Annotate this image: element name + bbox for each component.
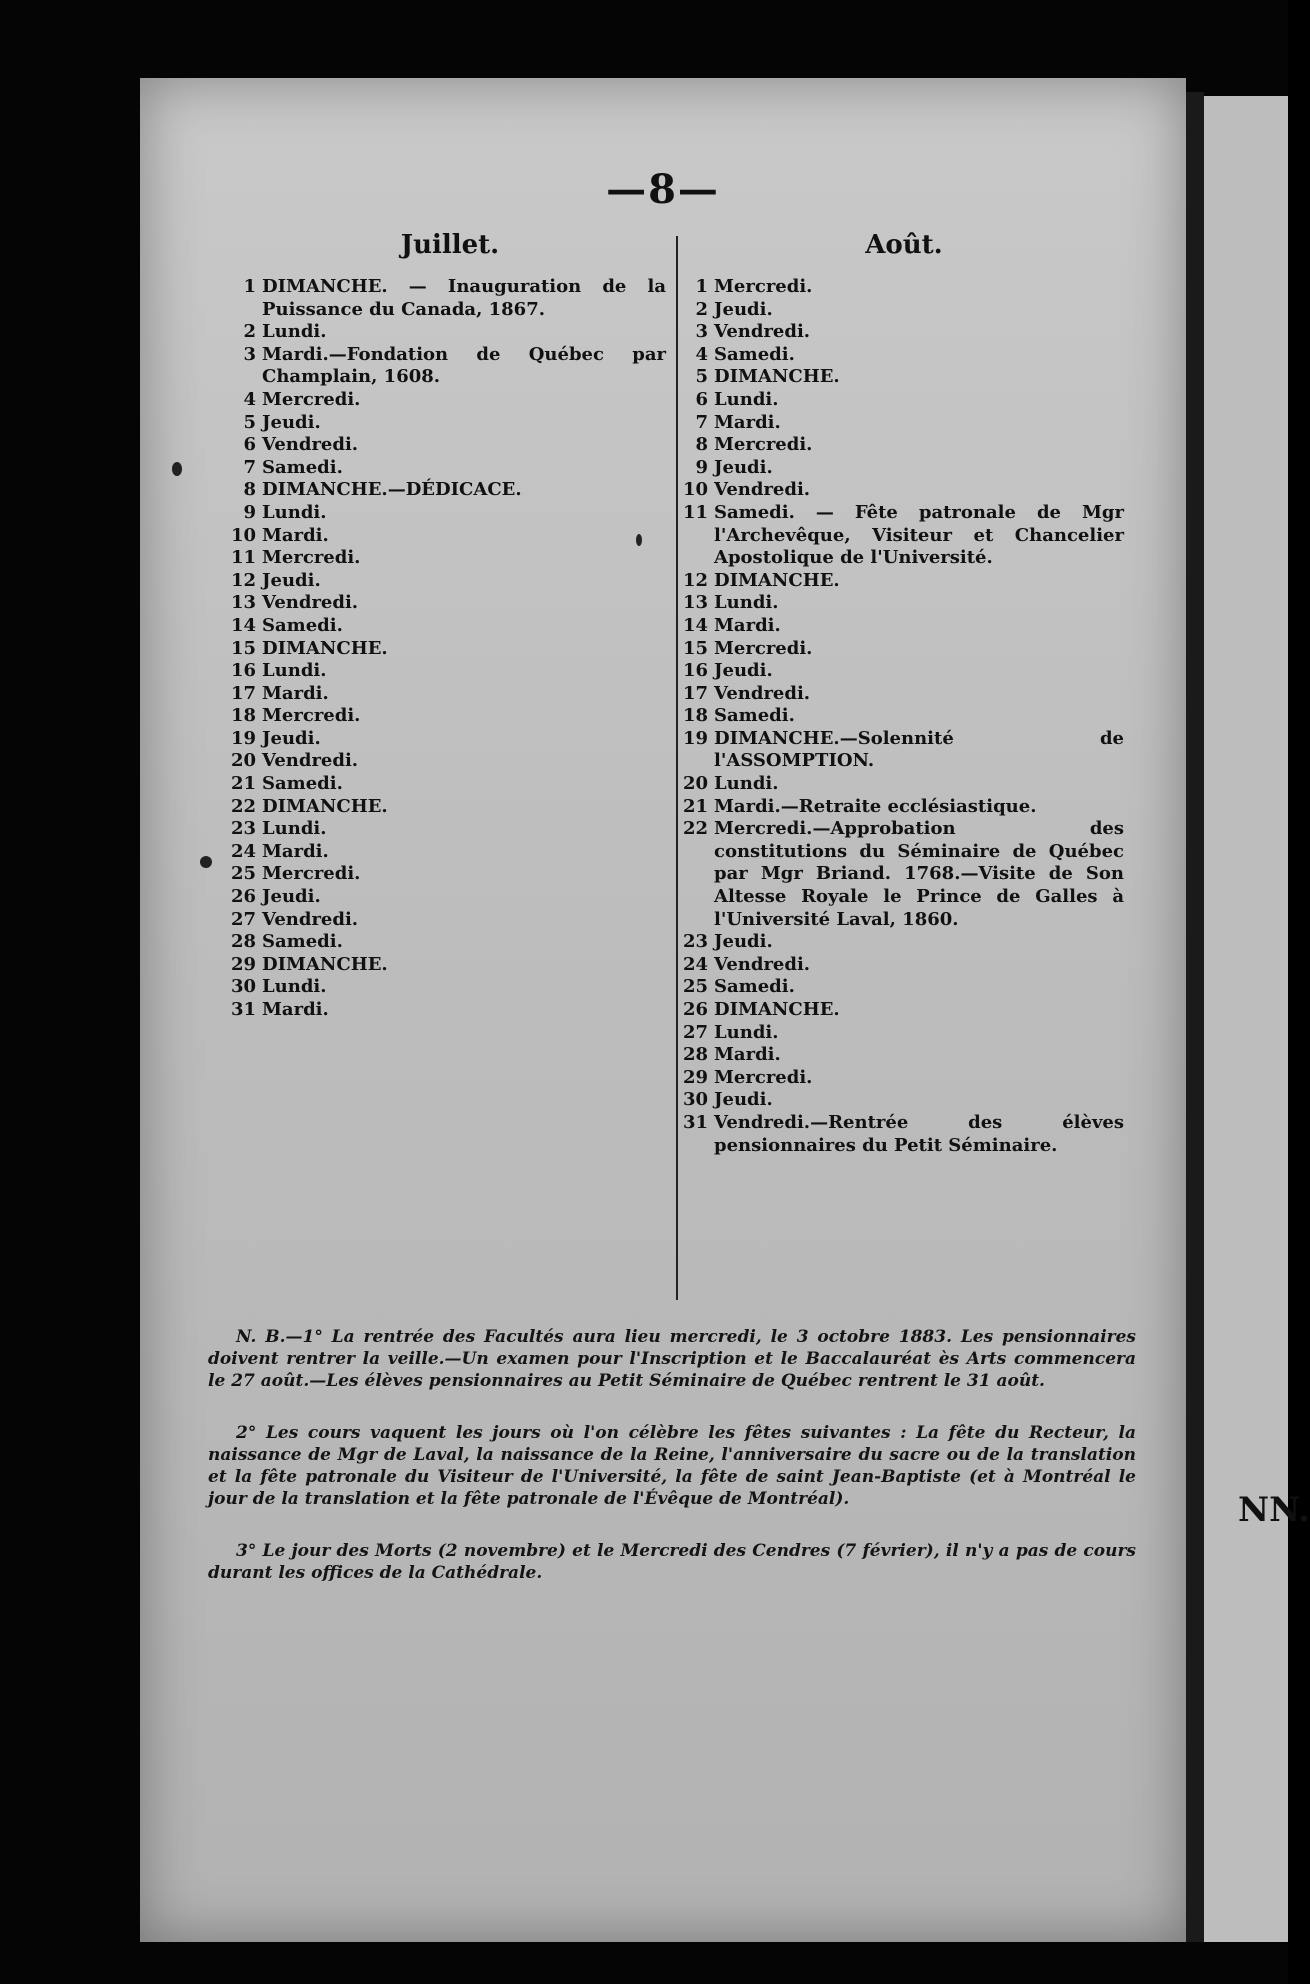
july-day-entry: [230, 434, 666, 457]
day-text: Vendredi.: [714, 953, 811, 975]
day-number: 16: [230, 660, 256, 682]
book-gutter: [1186, 92, 1204, 1942]
august-day-entry: [682, 434, 1124, 457]
day-text: Lundi.: [714, 1021, 779, 1043]
august-day-entry: [682, 931, 1124, 954]
day-text: Mercredi.: [262, 388, 361, 410]
day-text: Vendredi.: [262, 434, 359, 456]
day-text: Lundi.: [262, 818, 327, 840]
day-number: 27: [230, 908, 256, 930]
day-text: DIMANCHE. — Inauguration de la Puissance du Canada, 1867.: [262, 276, 666, 320]
book-page: [140, 78, 1186, 1942]
day-number: 13: [230, 592, 256, 614]
day-text: Lundi.: [714, 592, 779, 614]
day-text: DIMANCHE.: [714, 569, 840, 591]
august-day-entry: [682, 683, 1124, 706]
day-text: Samedi.: [714, 976, 795, 998]
july-day-entry: [230, 321, 666, 344]
july-day-entry: [230, 705, 666, 728]
july-day-entry: [230, 841, 666, 864]
august-day-entry: [682, 502, 1124, 570]
facing-page-text-fragment: NN.: [1238, 1490, 1310, 1530]
day-number: 11: [230, 547, 256, 569]
day-text: Samedi.: [714, 343, 795, 365]
day-number: 16: [682, 660, 708, 682]
day-text: Jeudi.: [262, 727, 321, 749]
august-day-entry: [682, 592, 1124, 615]
day-number: 19: [682, 727, 708, 749]
day-number: 31: [682, 1111, 708, 1133]
august-day-entry: [682, 660, 1124, 683]
day-text: Jeudi.: [262, 886, 321, 908]
day-text: Lundi.: [262, 321, 327, 343]
note-1: N. B.—1° La rentrée des Facultés aura lieu mercredi, le 3 octobre 1883. Les pensionnaires doivent rentrer la veille.—Un examen pour l'Inscription et le Baccalauréat ès Arts commencera le 27 août.—Les élèves pensionnaires au Petit Séminaire de Québec rentrent le 31 août.: [208, 1327, 1136, 1391]
day-text: DIMANCHE.: [262, 795, 388, 817]
day-number: 17: [230, 682, 256, 704]
day-text: Jeudi.: [714, 456, 773, 478]
day-number: 31: [230, 999, 256, 1020]
august-day-entry: [682, 818, 1124, 931]
august-day-entry: [682, 412, 1124, 435]
august-day-entry: [682, 570, 1124, 593]
july-day-entry: [230, 886, 666, 909]
day-number: 6: [243, 434, 256, 456]
day-text: Jeudi.: [714, 298, 773, 320]
july-day-entry: [230, 728, 666, 751]
note-2: 2° Les cours vaquent les jours où l'on célèbre les fêtes suivantes : La fête du Recteur, la naissance de Mgr de Laval, la naissance de la Reine, l'anniversaire du sacre ou de la translation et la fête patronale du Visiteur de l'Université, la fête de saint Jean-Baptiste (et à Montréal le jour de la translation et la fête patronale de l'Évêque de Montréal).: [208, 1423, 1136, 1509]
august-day-entry: [682, 389, 1124, 412]
day-text: Lundi.: [262, 660, 327, 682]
july-day-entry: [230, 999, 666, 1022]
day-number: 15: [230, 637, 256, 659]
ink-speck: [200, 856, 212, 868]
day-text: Mercredi.: [714, 1066, 813, 1088]
day-number: 21: [230, 773, 256, 795]
day-number: 13: [682, 592, 708, 614]
day-text: Samedi.: [262, 931, 343, 953]
note-3: 3° Le jour des Morts (2 novembre) et le Mercredi des Cendres (7 février), il n'y a pas de cours durant les offices de la Cathédrale.: [208, 1541, 1136, 1583]
day-number: 28: [682, 1044, 708, 1066]
day-number: 3: [243, 343, 256, 365]
day-number: 8: [243, 479, 256, 501]
july-day-entry: [230, 344, 666, 389]
day-text: Samedi.: [714, 705, 795, 727]
july-day-entry: [230, 773, 666, 796]
day-text: Mercredi.: [262, 863, 361, 885]
day-text: Samedi.: [262, 614, 343, 636]
day-text: Mardi.: [262, 999, 329, 1020]
day-text: DIMANCHE.: [714, 999, 840, 1020]
day-number: 15: [682, 637, 708, 659]
day-text: Vendredi.: [714, 479, 811, 501]
day-number: 5: [695, 366, 708, 388]
ink-speck: [636, 534, 642, 546]
day-text: Samedi.: [262, 773, 343, 795]
july-day-entry: [230, 931, 666, 954]
july-day-entry: [230, 863, 666, 886]
august-day-entry: [682, 705, 1124, 728]
august-day-entry: [682, 1089, 1124, 1112]
day-number: 22: [230, 795, 256, 817]
august-day-entry: [682, 1067, 1124, 1090]
august-day-entry: [682, 954, 1124, 977]
day-text: Jeudi.: [714, 931, 773, 953]
day-text: Mardi.—Retraite ecclésiastique.: [714, 795, 1037, 817]
day-number: 2: [695, 298, 708, 320]
august-day-entry: [682, 321, 1124, 344]
august-day-entry: [682, 615, 1124, 638]
day-number: 4: [695, 343, 708, 365]
day-number: 22: [682, 818, 708, 840]
day-number: 30: [230, 976, 256, 998]
day-number: 10: [230, 524, 256, 546]
day-text: Lundi.: [714, 388, 779, 410]
day-number: 14: [230, 614, 256, 636]
day-number: 20: [682, 773, 708, 795]
day-text: Mardi.: [262, 682, 329, 704]
day-text: Lundi.: [262, 501, 327, 523]
august-day-entry: [682, 773, 1124, 796]
day-number: 26: [230, 886, 256, 908]
august-day-entry: [682, 457, 1124, 480]
day-text: Mardi.: [714, 614, 781, 636]
august-day-entry: [682, 796, 1124, 819]
july-day-entry: [230, 909, 666, 932]
july-day-entry: [230, 525, 666, 548]
day-text: Samedi.: [262, 456, 343, 478]
day-number: 7: [695, 411, 708, 433]
day-number: 23: [230, 818, 256, 840]
july-day-entry: [230, 479, 666, 502]
day-number: 23: [682, 931, 708, 953]
july-day-entry: [230, 570, 666, 593]
day-number: 30: [682, 1089, 708, 1111]
day-text: Mardi.: [262, 524, 329, 546]
day-text: DIMANCHE.: [714, 366, 840, 388]
july-day-entry: [230, 389, 666, 412]
day-text: Lundi.: [262, 976, 327, 998]
july-day-entry: [230, 457, 666, 480]
august-day-entry: [682, 344, 1124, 367]
july-day-entry: [230, 818, 666, 841]
day-text: Vendredi.: [714, 682, 811, 704]
day-text: Jeudi.: [262, 411, 321, 433]
day-number: 25: [230, 863, 256, 885]
august-day-entry: [682, 976, 1124, 999]
column-divider: [676, 236, 678, 1300]
facing-page-edge: [1204, 96, 1288, 1942]
day-number: 9: [695, 456, 708, 478]
july-day-entry: [230, 976, 666, 999]
day-number: 28: [230, 931, 256, 953]
notes-section: [208, 1326, 1136, 1614]
day-number: 12: [682, 569, 708, 591]
day-text: Mercredi.: [714, 434, 813, 456]
august-day-entry: [682, 1044, 1124, 1067]
day-number: 1: [695, 276, 708, 297]
day-text: Mardi.—Fondation de Québec par Champlain, 1608.: [262, 343, 666, 388]
day-text: Lundi.: [714, 773, 779, 795]
july-day-entry: [230, 954, 666, 977]
august-day-entry: [682, 366, 1124, 389]
page-number: —8—: [606, 166, 720, 213]
day-text: Mardi.: [262, 840, 329, 862]
ink-speck: [172, 462, 182, 476]
day-text: Mercredi.: [714, 637, 813, 659]
page-content: [140, 78, 1186, 1942]
july-day-entry: [230, 750, 666, 773]
august-title: Août.: [865, 230, 943, 260]
august-day-entry: [682, 638, 1124, 661]
day-number: 6: [695, 388, 708, 410]
july-day-list: [230, 276, 666, 1022]
august-day-entry: [682, 999, 1124, 1022]
day-text: Mardi.: [714, 411, 781, 433]
day-number: 9: [243, 501, 256, 523]
july-day-entry: [230, 615, 666, 638]
day-text: Vendredi.: [262, 750, 359, 772]
day-text: Mardi.: [714, 1044, 781, 1066]
july-day-entry: [230, 412, 666, 435]
august-day-entry: [682, 1022, 1124, 1045]
day-number: 7: [243, 456, 256, 478]
day-number: 19: [230, 727, 256, 749]
day-number: 24: [230, 840, 256, 862]
day-number: 27: [682, 1021, 708, 1043]
day-text: DIMANCHE.—DÉDICACE.: [262, 479, 522, 501]
day-number: 10: [682, 479, 708, 501]
day-text: DIMANCHE.: [262, 953, 388, 975]
day-number: 24: [682, 953, 708, 975]
day-number: 29: [230, 953, 256, 975]
day-number: 20: [230, 750, 256, 772]
day-text: Jeudi.: [714, 660, 773, 682]
july-day-entry: [230, 683, 666, 706]
day-number: 1: [243, 276, 256, 297]
july-day-entry: [230, 276, 666, 321]
august-day-entry: [682, 479, 1124, 502]
day-number: 5: [243, 411, 256, 433]
day-text: Vendredi.: [262, 592, 359, 614]
day-text: Jeudi.: [262, 569, 321, 591]
day-number: 3: [695, 321, 708, 343]
august-day-entry: [682, 299, 1124, 322]
day-text: DIMANCHE.—Solennité de l'ASSOMPTION.: [714, 727, 1124, 772]
day-number: 14: [682, 614, 708, 636]
august-day-entry: [682, 276, 1124, 299]
day-number: 8: [695, 434, 708, 456]
august-day-list: [682, 276, 1124, 1157]
day-number: 18: [682, 705, 708, 727]
day-number: 11: [682, 501, 708, 523]
day-number: 25: [682, 976, 708, 998]
day-number: 26: [682, 999, 708, 1020]
day-text: Mercredi.—Approbation des constitutions du Séminaire de Québec par Mgr Briand. 1768.—Visite de Son Altesse Royale le Prince de Galles à l'Université Laval, 1860.: [714, 818, 1124, 930]
day-text: Vendredi.: [262, 908, 359, 930]
day-number: 18: [230, 705, 256, 727]
day-number: 2: [243, 321, 256, 343]
day-text: Samedi. — Fête patronale de Mgr l'Archevêque, Visiteur et Chancelier Apostolique de l'Université.: [714, 501, 1124, 569]
july-day-entry: [230, 592, 666, 615]
day-number: 29: [682, 1066, 708, 1088]
august-day-entry: [682, 728, 1124, 773]
august-day-entry: [682, 1112, 1124, 1157]
july-day-entry: [230, 502, 666, 525]
day-text: Vendredi.—Rentrée des élèves pensionnaires du Petit Séminaire.: [714, 1111, 1124, 1156]
day-number: 12: [230, 569, 256, 591]
day-text: Mercredi.: [262, 705, 361, 727]
july-day-entry: [230, 638, 666, 661]
day-number: 4: [243, 388, 256, 410]
day-text: Mercredi.: [714, 276, 813, 297]
day-text: DIMANCHE.: [262, 637, 388, 659]
july-day-entry: [230, 547, 666, 570]
day-text: Jeudi.: [714, 1089, 773, 1111]
day-text: Vendredi.: [714, 321, 811, 343]
july-day-entry: [230, 660, 666, 683]
day-number: 17: [682, 682, 708, 704]
july-title: Juillet.: [400, 230, 500, 260]
day-text: Mercredi.: [262, 547, 361, 569]
day-number: 21: [682, 795, 708, 817]
july-day-entry: [230, 796, 666, 819]
